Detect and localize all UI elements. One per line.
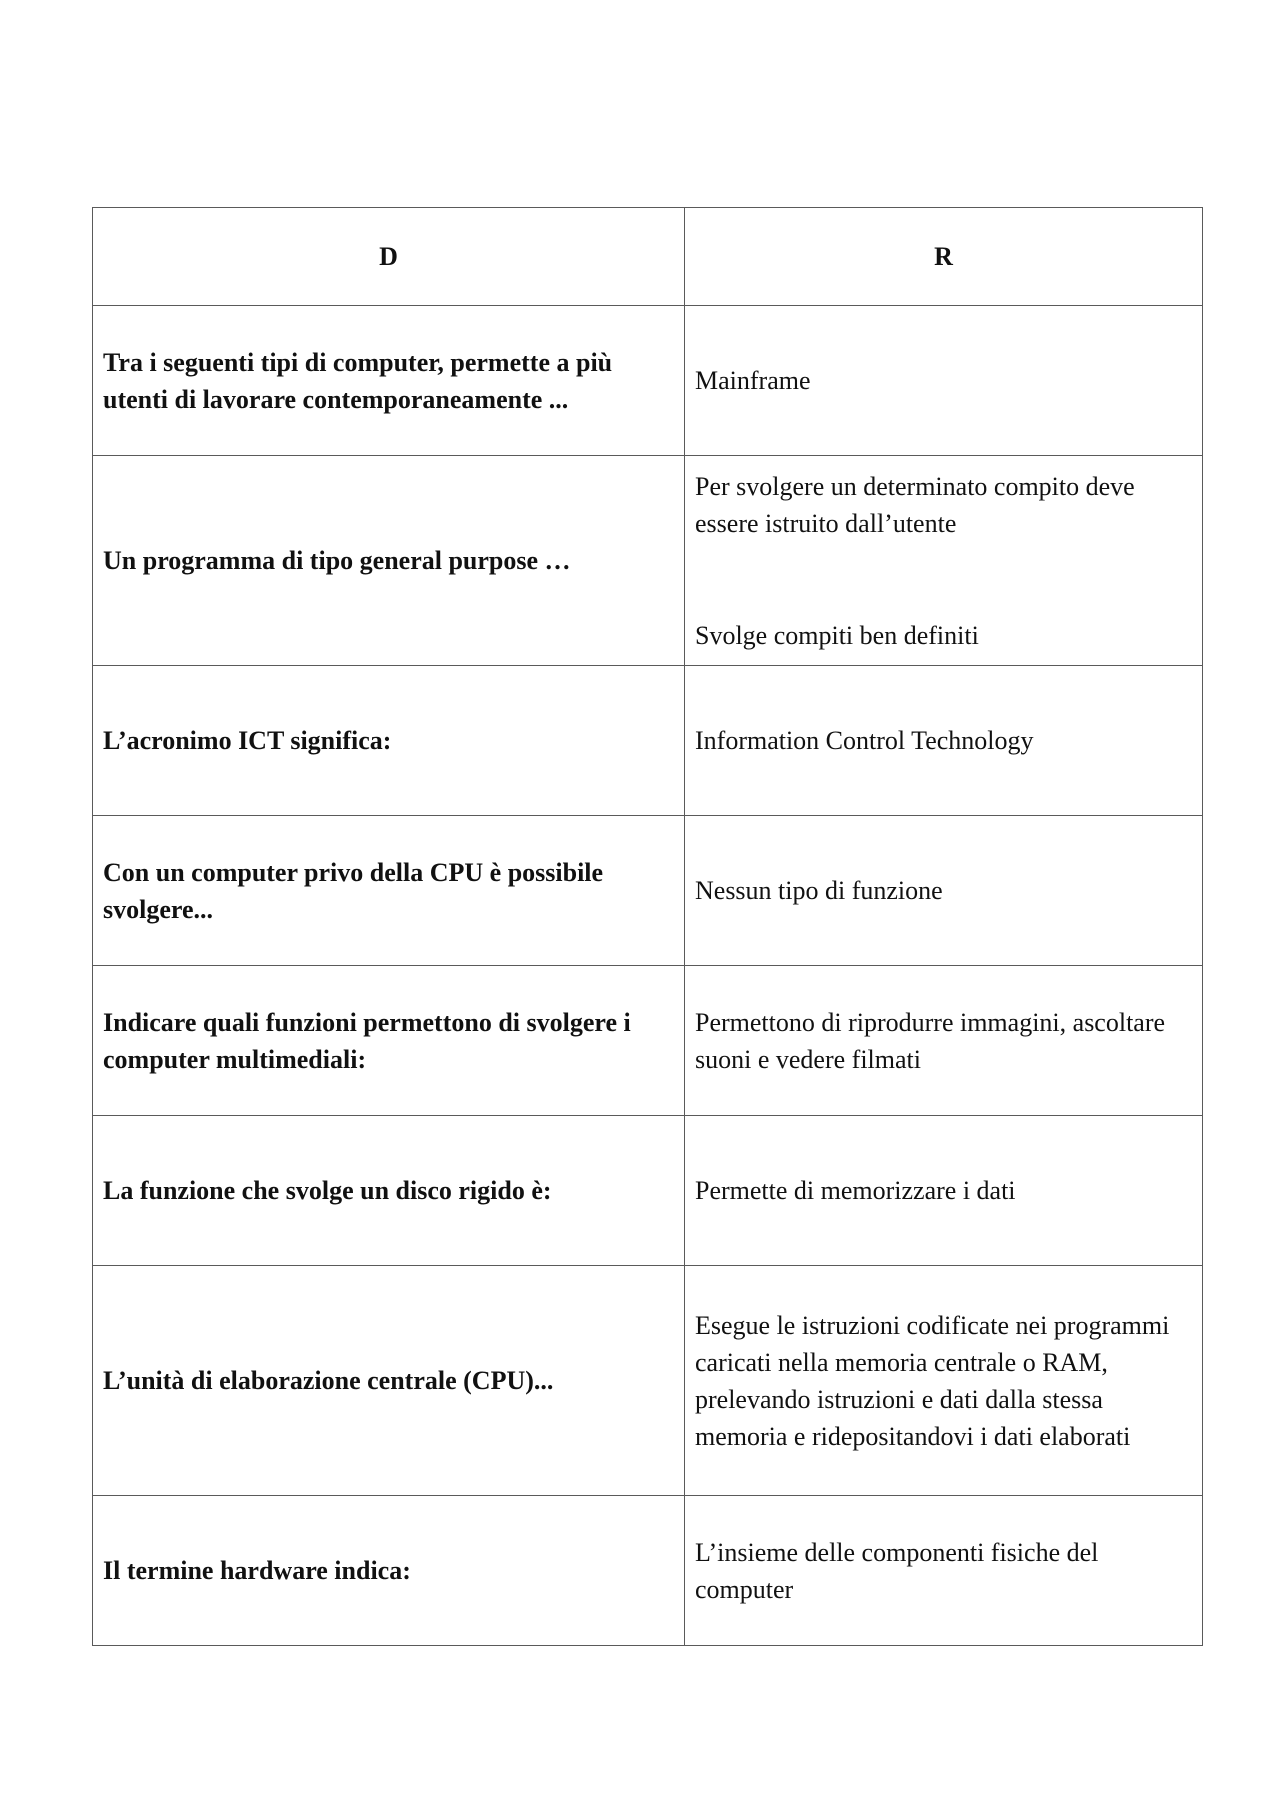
question-cell: Un programma di tipo general purpose … (93, 456, 685, 666)
table-row (93, 1266, 1203, 1496)
answer-cell: Esegue le istruzioni codificate nei programmi caricati nella memoria centrale o RAM, prelevando istruzioni e dati dalla stessa memoria e ridepositandovi i dati elaborati (685, 1266, 1203, 1496)
table-row (93, 966, 1203, 1116)
question-cell: L’unità di elaborazione centrale (CPU)... (93, 1266, 685, 1496)
question-cell: Tra i seguenti tipi di computer, permette a più utenti di lavorare contemporaneamente ... (93, 306, 685, 456)
table-row (93, 816, 1203, 966)
qa-table (92, 207, 1203, 1646)
question-cell: Indicare quali funzioni permettono di svolgere i computer multimediali: (93, 966, 685, 1116)
answer-cell: Information Control Technology (685, 666, 1203, 816)
answer-cell: L’insieme delle componenti fisiche del computer (685, 1496, 1203, 1646)
table-header-row (93, 208, 1203, 306)
question-cell: Con un computer privo della CPU è possibile svolgere... (93, 816, 685, 966)
question-cell: L’acronimo ICT significa: (93, 666, 685, 816)
answer-column-header: R (685, 208, 1203, 306)
table-row (93, 666, 1203, 816)
answer-cell: Mainframe (685, 306, 1203, 456)
answer-cell: Nessun tipo di funzione (685, 816, 1203, 966)
answer-cell (685, 456, 1203, 666)
table-row (93, 306, 1203, 456)
question-cell: La funzione che svolge un disco rigido è: (93, 1116, 685, 1266)
answer-option: Svolge compiti ben definiti (695, 620, 979, 650)
answer-cell: Permette di memorizzare i dati (685, 1116, 1203, 1266)
table-row (93, 456, 1203, 666)
table-row (93, 1116, 1203, 1266)
question-column-header: D (93, 208, 685, 306)
question-cell: Il termine hardware indica: (93, 1496, 685, 1646)
answer-cell: Permettono di riprodurre immagini, ascoltare suoni e vedere filmati (685, 966, 1203, 1116)
answer-option: Per svolgere un determinato compito deve essere istruito dall’utente (695, 471, 1135, 538)
table-row (93, 1496, 1203, 1646)
